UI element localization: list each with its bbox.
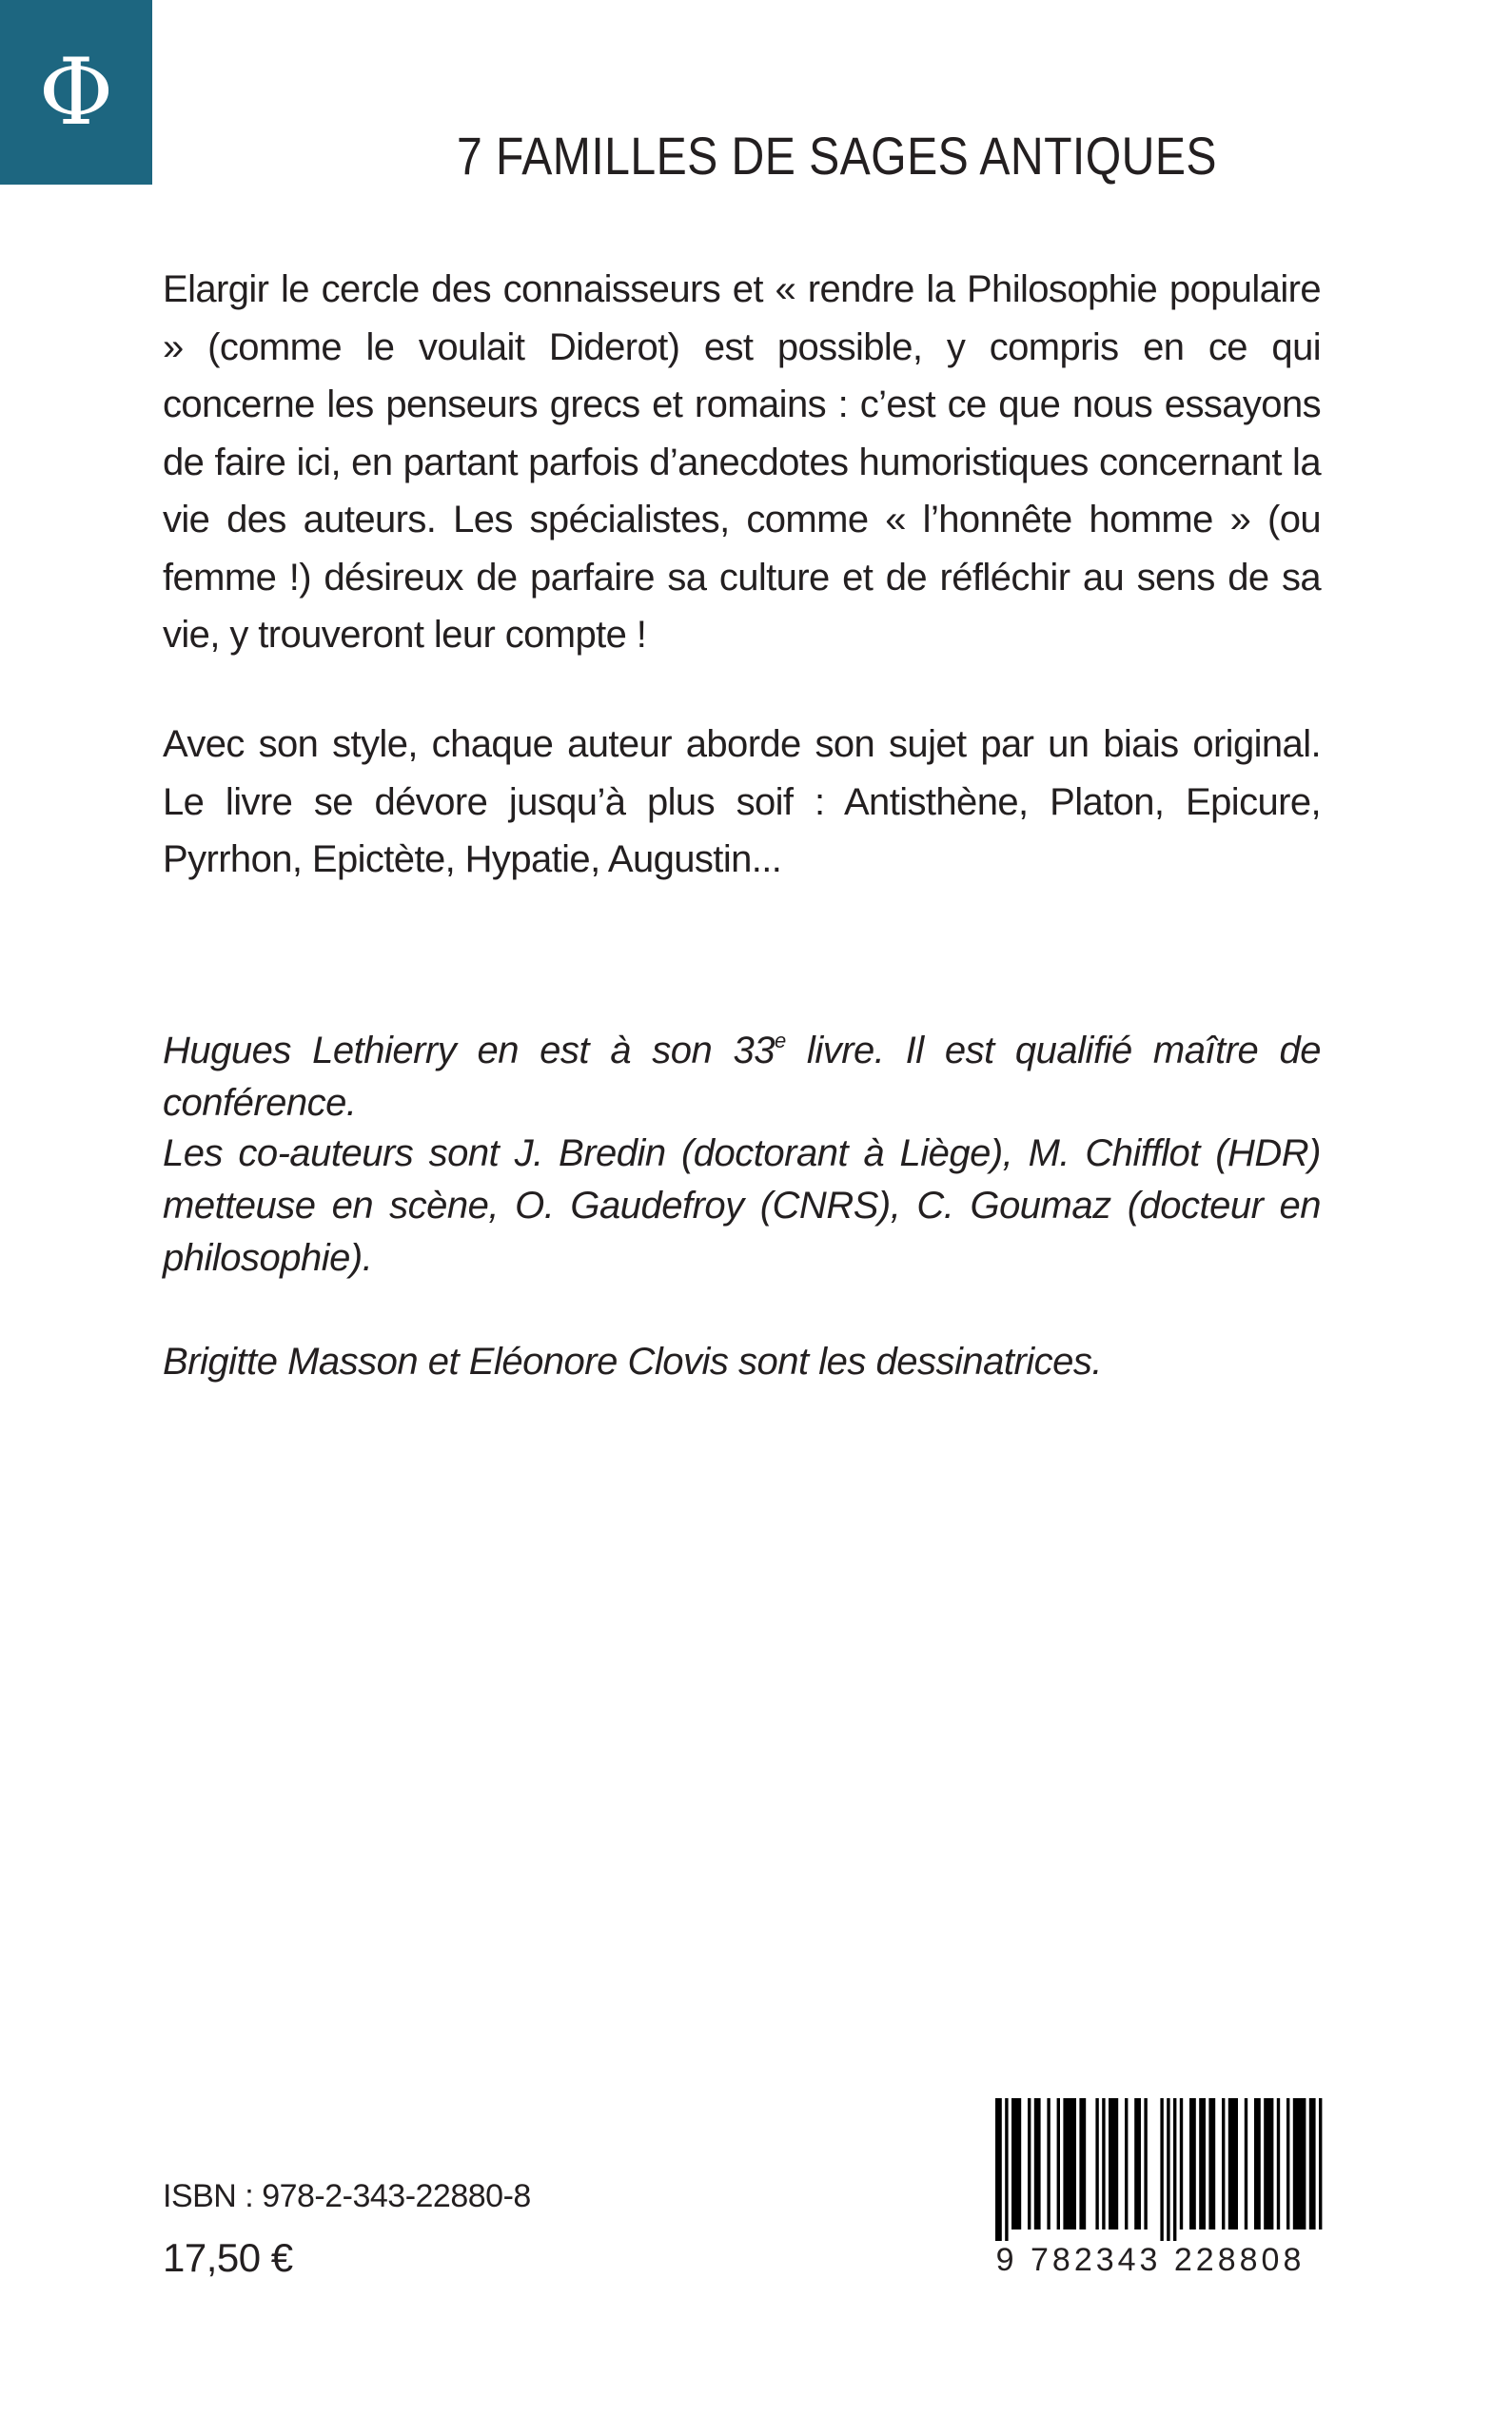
- author-bio-start: Hugues Lethierry en est à son 33: [163, 1030, 775, 1071]
- author-bio: [163, 1025, 1321, 1129]
- coauthors-note: Les co-auteurs sont J. Bredin (doctorant à Liège), M. Chifflot (HDR) metteuse en scène, O. Gaudefroy (CNRS), C. Goumaz (docteur en philosophie).: [163, 1132, 1321, 1279]
- publisher-logo: [0, 0, 152, 185]
- price-text: 17,50 €: [163, 2235, 293, 2280]
- blurb-paragraph-1: Elargir le cercle des connaisseurs et « rendre la Philosophie populaire » (comme le voulait Diderot) est possible, y compris en ce qui concerne les penseurs grecs et romains : c’est ce que nous essayons de faire ici, en partant parfois d’anecdotes humoristiques concernant la vie des auteurs. Les spécialistes, comme « l’honnête homme » (ou femme !) désireux de parfaire sa culture et de réfléchir au sens de sa vie, y trouveront leur compte !: [163, 268, 1321, 656]
- illustrators-note: Brigitte Masson et Eléonore Clovis sont les dessinatrices.: [163, 1341, 1103, 1383]
- book-title: 7 FAMILLES DE SAGES ANTIQUES: [457, 126, 1217, 186]
- isbn-text: ISBN : 978-2-343-22880-8: [163, 2178, 531, 2214]
- phi-logo-icon: Φ: [38, 39, 114, 146]
- blurb-paragraph-2: Avec son style, chaque auteur aborde son sujet par un biais original. Le livre se dévore jusqu’à plus soif : Antisthène, Platon, Epicure, Pyrrhon, Epictète, Hypatie, Augustin...: [163, 723, 1321, 880]
- barcode-icon: [978, 2098, 1323, 2323]
- barcode-digits: 9 782343 228808: [995, 2242, 1306, 2278]
- author-bio-end: livre. Il est qualifié maître de conférence.: [163, 1030, 1321, 1124]
- ordinal-suffix: e: [774, 1029, 786, 1052]
